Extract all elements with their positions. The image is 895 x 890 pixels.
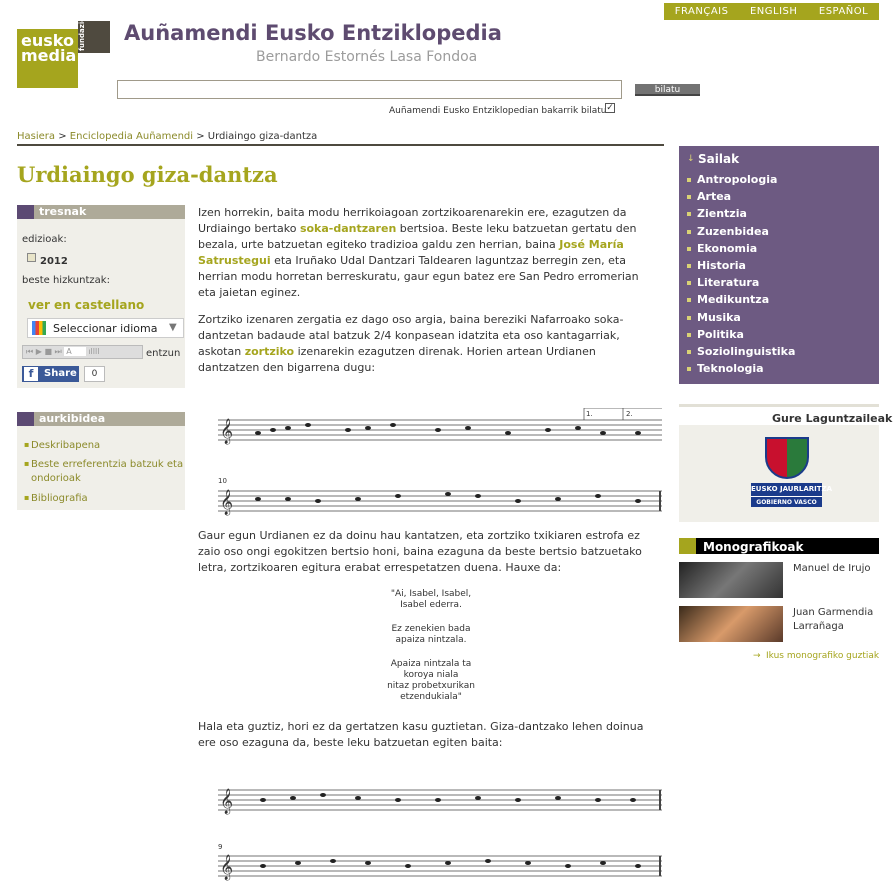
fundazioa-logo-tab: fundazioa <box>78 21 110 53</box>
monograph-item-irujo[interactable]: Manuel de Irujo <box>793 563 871 574</box>
category-historia[interactable]: Historia <box>687 259 795 276</box>
sponsor-name-2: GOBIERNO VASCO <box>751 496 822 507</box>
text-line: zaio oso ongi egokitzen bertsio honi, baina ezaguna da beste bertsio batzuetako <box>198 545 642 558</box>
header-divider <box>17 144 664 146</box>
text-line: eta jaietan eginez. <box>198 286 301 299</box>
breadcrumb-separator: > <box>193 131 208 142</box>
toc-item-deskribapena[interactable]: Deskribapena <box>31 440 101 451</box>
verse-line: Apaiza nintzala ta <box>390 659 472 669</box>
verse-line: apaiza nintzala. <box>395 635 467 645</box>
soka-dantza-link[interactable]: soka-dantzaren <box>299 222 397 235</box>
category-zientzia[interactable]: Zientzia <box>687 207 795 224</box>
audio-input: A <box>64 347 85 356</box>
search-only-label: Auñamendi Eusko Entziklopedian bakarrik bilatu <box>389 106 607 116</box>
categories-list <box>687 173 795 379</box>
sponsor-name-1: EUSKO JAURLARITZA <box>751 483 822 496</box>
gobierno-vasco-logo[interactable] <box>751 437 833 509</box>
category-antropologia[interactable]: Antropologia <box>687 173 795 190</box>
breadcrumb-current: Urdiaingo giza-dantza <box>207 131 318 142</box>
bullet-icon: ▪ <box>24 493 30 502</box>
volta-2: 2. <box>626 410 633 418</box>
category-musika[interactable]: Musika <box>687 311 795 328</box>
translate-select[interactable] <box>27 318 184 338</box>
text-line: herrian modu horretan berreskuratu, gaur egun batez ere San Pedro erromerian <box>198 270 639 283</box>
categories-panel <box>679 146 879 384</box>
lang-spanish-link[interactable]: ESPAÑOL <box>818 6 869 17</box>
sponsors-title: Gure Laguntzaileak <box>772 412 893 425</box>
calendar-icon <box>27 253 36 262</box>
measure-number: 9 <box>218 843 223 851</box>
toc-panel-title: aurkibidea <box>17 412 185 426</box>
edition-year-link[interactable]: 2012 <box>40 256 68 267</box>
music-score-2-line-2 <box>218 842 662 882</box>
text-line: dantzetan badaude atal batzuk 2/4 konpasean idatzita eta oso kantagarriak, <box>198 329 620 342</box>
verse-line: koroya niala <box>403 670 459 680</box>
breadcrumb-separator: > <box>55 131 70 142</box>
text-line <box>198 253 664 269</box>
zortziko-link[interactable]: zortziko <box>244 345 295 358</box>
text-line: Gaur egun Urdianen ez da doinu hau kantatzen, eta zortziko txikiaren estrofa ez <box>198 529 640 542</box>
listen-label[interactable]: entzun <box>146 348 181 359</box>
search-input[interactable] <box>117 80 622 99</box>
spanish-version-link[interactable]: ver en castellano <box>28 298 145 312</box>
lang-english-link[interactable]: ENGLISH <box>749 6 798 17</box>
text-line: letra, zortzikoaren egitura erabat errespetatzen duena. Hauxe da: <box>198 561 562 574</box>
music-score-2-line-1 <box>218 780 662 816</box>
coat-of-arms-icon <box>765 437 809 479</box>
text-line: Hala eta guztiz, hori ez da gertatzen kasu guztietan. Giza-dantzako lehen doinua <box>198 720 644 733</box>
volume-icon[interactable]: ıllll <box>88 347 100 356</box>
measure-number: 10 <box>218 477 227 485</box>
verse-line: etzendukiala" <box>400 692 462 702</box>
verse-line: "Ai, Isabel, Isabel, <box>390 589 472 599</box>
editions-label: edizioak: <box>22 234 67 245</box>
audio-player[interactable] <box>22 345 143 359</box>
categories-title: Sailak <box>698 152 740 166</box>
bullet-icon: ▪ <box>24 459 30 468</box>
treble-clef-icon: 𝄞 <box>220 855 234 880</box>
category-ekonomia[interactable]: Ekonomia <box>687 242 795 259</box>
tools-panel <box>17 205 185 388</box>
category-zuzenbidea[interactable]: Zuzenbidea <box>687 225 795 242</box>
text-span: izenarekin ezagutzen direnak. Horien artean Urdianen <box>294 345 596 358</box>
article-paragraph-3 <box>198 528 664 576</box>
verse-gap <box>198 646 664 659</box>
treble-clef-icon: 𝄞 <box>220 419 234 444</box>
text-line <box>198 221 664 237</box>
toc-item-references-cont[interactable]: ondorioak <box>31 473 81 484</box>
treble-clef-icon: 𝄞 <box>220 789 234 814</box>
page-title: Urdiaingo giza-dantza <box>17 162 278 187</box>
article-paragraph-4 <box>198 719 664 751</box>
toc-item-bibliografia[interactable]: Bibliografia <box>31 493 88 504</box>
category-artea[interactable]: Artea <box>687 190 795 207</box>
text-span: eta Iruñako Udal Dantzari Taldearen laguntzaz berregin zen, eta <box>270 254 626 267</box>
category-soziolinguistika[interactable]: Soziolinguistika <box>687 345 795 362</box>
music-score-1-line-1 <box>218 408 662 446</box>
facebook-share-button[interactable] <box>22 366 79 382</box>
tools-panel-title: tresnak <box>17 205 185 219</box>
monographs-header-accent <box>679 538 696 554</box>
toc-item-references[interactable]: Beste erreferentzia batzuk eta <box>31 459 184 470</box>
site-title[interactable]: Auñamendi Eusko Entziklopedia <box>124 21 502 45</box>
category-teknologia[interactable]: Teknologia <box>687 362 795 379</box>
arrow-down-icon: ↓ <box>687 154 695 164</box>
eusko-media-logo[interactable] <box>17 29 78 88</box>
share-count: 0 <box>84 366 105 382</box>
music-score-1-line-2 <box>218 476 662 516</box>
text-line: ere oso ezaguna da, beste leku batzuetan egiten baita: <box>198 736 503 749</box>
text-line: Izen horrekin, baita modu herrikoiagoan zortzikoarenarekin ere, ezagutzen da <box>198 206 627 219</box>
sponsors-divider <box>679 404 879 407</box>
monograph-item-garmendia[interactable]: Juan Garmendia <box>793 607 874 618</box>
satrustegui-link[interactable]: José María <box>559 238 624 251</box>
google-translate-icon <box>32 321 46 335</box>
verse <box>198 589 664 703</box>
text-line: Zortziko izenaren zergatia ez dago oso argia, baina bereziki Nafarroako soka- <box>198 313 624 326</box>
article-paragraph-1 <box>198 205 664 301</box>
category-medikuntza[interactable]: Medikuntza <box>687 293 795 310</box>
satrustegui-link-cont[interactable]: Satrustegui <box>198 254 271 267</box>
site-subtitle: Bernardo Estornés Lasa Fondoa <box>256 49 478 65</box>
search-button[interactable]: bilatu <box>635 84 700 96</box>
category-politika[interactable]: Politika <box>687 328 795 345</box>
breadcrumb-encyclopedia[interactable]: Enciclopedia Auñamendi <box>69 131 194 142</box>
monograph-item-garmendia-cont[interactable]: Larrañaga <box>793 621 844 632</box>
breadcrumb <box>17 131 317 142</box>
monograph-thumbnail-garmendia[interactable] <box>679 606 783 642</box>
logo-text: eusko media <box>21 31 77 65</box>
arrow-right-icon: → <box>753 651 761 661</box>
monographs-title: Monografikoak <box>703 540 804 554</box>
audio-controls-icon[interactable]: ⏮ ▶ ■ ⏭ <box>26 347 62 356</box>
text-line: dantzatzen den bigarrena dugu: <box>198 361 376 374</box>
verse-line: nitaz probetxurikan <box>387 681 475 691</box>
other-languages-label: beste hizkuntzak: <box>22 275 110 286</box>
text-line <box>198 237 664 253</box>
verse-line: Ez zenekien bada <box>391 624 471 634</box>
verse-gap <box>198 611 664 624</box>
treble-clef-icon: 𝄞 <box>220 490 234 515</box>
text-line <box>198 344 664 360</box>
text-span: bertsioa. Beste leku batzuetan gertatu den <box>396 222 637 235</box>
monographs-header <box>679 538 879 554</box>
text-span: bezala, urte batzuetan egiteko tradizioa galdu zen herrian, baina <box>198 238 560 251</box>
category-literatura[interactable]: Literatura <box>687 276 795 293</box>
share-label: Share <box>44 368 77 379</box>
monograph-thumbnail-irujo[interactable] <box>679 562 783 598</box>
all-monographs-link[interactable]: Ikus monografiko guztiak <box>766 651 879 661</box>
breadcrumb-home[interactable]: Hasiera <box>17 131 56 142</box>
language-bar <box>664 3 879 20</box>
translate-select-value: Seleccionar idioma <box>53 322 158 335</box>
facebook-icon: f <box>24 367 38 381</box>
text-span: Urdiaingo bertako <box>198 222 300 235</box>
text-span: askotan <box>198 345 245 358</box>
lang-french-link[interactable]: FRANÇAIS <box>674 6 729 17</box>
volta-1: 1. <box>586 410 593 418</box>
chevron-down-icon: ▼ <box>169 322 177 333</box>
search-only-checkbox[interactable]: ✓ <box>606 103 614 113</box>
verse-line: Isabel ederra. <box>400 600 462 610</box>
bullet-icon: ▪ <box>24 440 30 449</box>
article-paragraph-2 <box>198 312 664 376</box>
